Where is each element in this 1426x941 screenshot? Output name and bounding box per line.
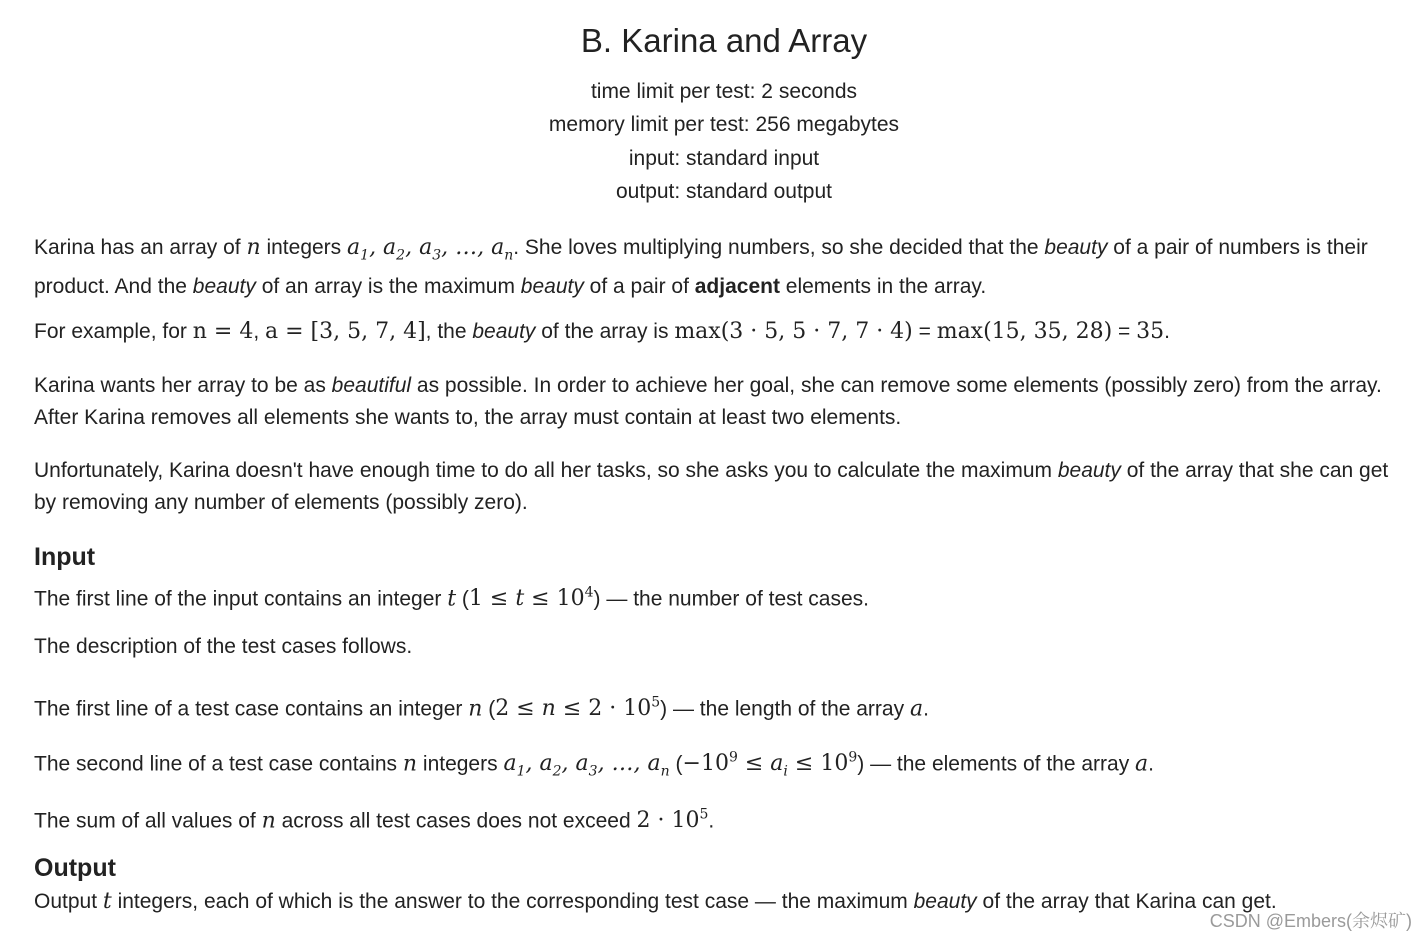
output-spec: output: standard output bbox=[616, 180, 832, 203]
paragraph-4: Unfortunately, Karina doesn't have enough time to do all her tasks, so she asks you to calculate the maximum beauty of the array that she can get by removing any number of elements (possibly zero). bbox=[34, 459, 1389, 514]
input-line-5: The sum of all values of n across all test cases does not exceed $2 \cdot 10^5$. bbox=[34, 807, 715, 834]
math-result: 35 bbox=[1136, 319, 1165, 344]
math-sum-limit: $2 \cdot 10^5$ bbox=[636, 807, 709, 834]
problem-title: B. Karina and Array bbox=[580, 22, 868, 59]
math-a-range: $-10^9 \le a_i \le 10^9$ bbox=[682, 750, 858, 780]
memory-limit: memory limit per test: 256 megabytes bbox=[548, 113, 900, 136]
paragraph-2: For example, for n = 4, a = [3, 5, 7, 4], the beauty of the array is max(3 · 5, 5 · 7, 7 · 4) = max(15, 35, 28) = 35. bbox=[34, 319, 1170, 344]
input-line-1: The first line of the input contains an integer t $(1 \le t \le 10^4)$ — the number of test cases. bbox=[34, 585, 869, 612]
paragraph-1: Karina has an array of n integers $a_1$, $a_2$, $a_3$, …, $a_n$. She loves multiplying numbers, so she decided that the beauty of a pair of numbers is their product. And the beauty of an array is the maximum beauty of a pair of adjacent elements in the array. bbox=[34, 235, 1368, 299]
math-a-eq: a = [3, 5, 7, 4] bbox=[265, 319, 426, 344]
paragraph-3: Karina wants her array to be as beautiful as possible. In order to achieve her goal, she can remove some elements (possibly zero) from the array. After Karina removes all elements she wants to, the array must contain at least two elements. bbox=[34, 374, 1382, 429]
input-line-2: The description of the test cases follows. bbox=[34, 635, 413, 658]
input-line-3: The first line of a test case contains an integer n $(2 \le n \le 2 \cdot 10^5)$ — the length of the array a. bbox=[34, 695, 929, 722]
math-n: n bbox=[246, 235, 261, 260]
output-line-1: Output t integers, each of which is the answer to the corresponding test case — the maximum beauty of the array that Karina can get. bbox=[34, 889, 1277, 914]
math-max-values: max(15, 35, 28) bbox=[936, 319, 1113, 344]
input-line-4: The second line of a test case contains n integers $a_1$, $a_2$, $a_3$, …, $a_n$ $(-10^9 \le a_i \le 10^9)$ — the elements of the array a. bbox=[34, 750, 1155, 780]
output-heading: Output bbox=[34, 854, 116, 882]
input-spec: input: standard input bbox=[628, 147, 820, 170]
time-limit: time limit per test: 2 seconds bbox=[590, 80, 858, 103]
math-n-range: $2 \le n \le 2 \cdot 10^5$ bbox=[495, 695, 661, 722]
math-n-eq: n = 4 bbox=[192, 319, 254, 344]
math-array-seq: $a_1$, $a_2$, $a_3$, …, $a_n$ bbox=[347, 235, 514, 264]
input-heading: Input bbox=[34, 543, 96, 571]
math-t-range: $1 \le t \le 10^4$ bbox=[468, 585, 594, 612]
watermark: CSDN @Embers(余烬矿) bbox=[1209, 911, 1412, 931]
math-max-expr: max(3 · 5, 5 · 7, 7 · 4) bbox=[674, 319, 913, 344]
